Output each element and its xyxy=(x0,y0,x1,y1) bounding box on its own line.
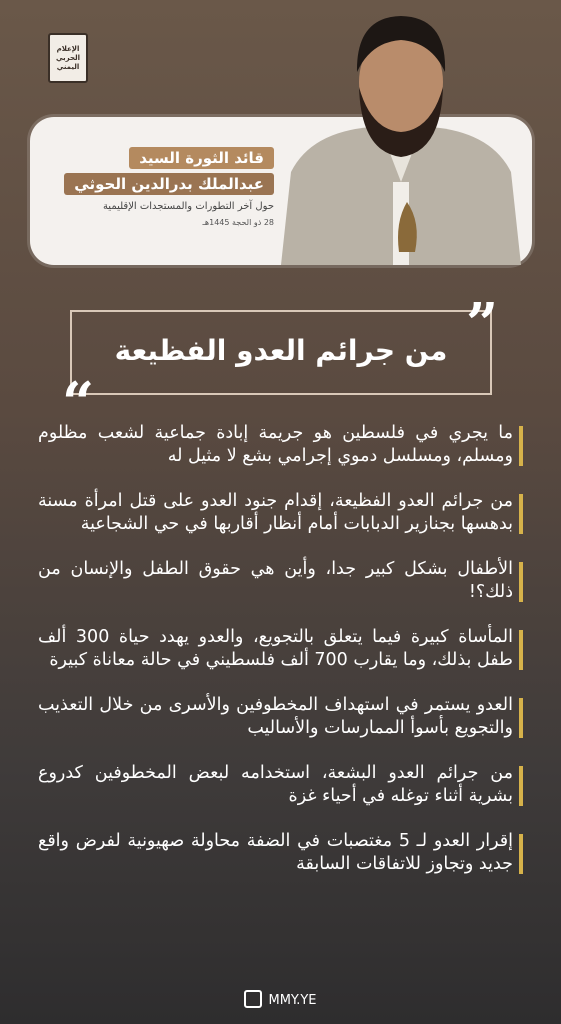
page-title: من جرائم العدو الفظيعة xyxy=(114,334,448,367)
list-item: من جرائم العدو الفظيعة، إقدام جنود العدو على قتل امرأة مسنة بدهسها بجنازير الدبابات أمام أنظار أقاربها في حي الشجاعية xyxy=(38,490,523,536)
list-item: الأطفال بشكل كبير جدا، وأين هي حقوق الطفل والإنسان من ذلك؟! xyxy=(38,558,523,604)
role-label: قائد الثورة السيد xyxy=(129,147,274,169)
footer-brand xyxy=(0,990,561,1008)
logo-line: الإعلام xyxy=(56,44,80,53)
brand-icon xyxy=(244,990,262,1008)
list-item: من جرائم العدو البشعة، استخدامه لبعض المخطوفين كدروع بشرية أثناء توغله في أحياء غزة xyxy=(38,762,523,808)
list-item: ما يجري في فلسطين هو جريمة إبادة جماعية لشعب مظلوم ومسلم، ومسلسل دموي إجرامي بشع لا مثيل له xyxy=(38,422,523,468)
quote-open-icon: ” xyxy=(466,291,499,357)
date: 28 ذو الحجة 1445هـ xyxy=(202,218,274,227)
subtitle: حول آخر التطورات والمستجدات الإقليمية xyxy=(102,201,274,212)
logo-line: اليمني xyxy=(56,62,80,71)
logo-line: الحربي xyxy=(55,53,81,62)
list-item: المأساة كبيرة فيما يتعلق بالتجويع، والعدو يهدد حياة 300 ألف طفل بذلك، وما يقارب 700 ألف فلسطيني في حالة معاناة كبيرة xyxy=(38,626,523,672)
list-item: إقرار العدو لـ 5 مغتصبات في الضفة محاولة صهيونية لفرض واقع جديد وتجاوز للاتفاقات السابقة xyxy=(38,830,523,876)
speaker-portrait xyxy=(271,12,531,265)
list-item: العدو يستمر في استهداف المخطوفين والأسرى من خلال التعذيب والتجويع بأسوأ الممارسات والأساليب xyxy=(38,694,523,740)
brand-text: MMY.YE xyxy=(268,993,317,1008)
speaker-name: عبدالملك بدرالدين الحوثي xyxy=(64,173,274,195)
statement-list xyxy=(38,422,523,898)
title-frame xyxy=(70,310,492,395)
military-media-logo xyxy=(48,33,88,83)
quote-close-icon: “ xyxy=(62,370,95,436)
header-text xyxy=(64,147,274,227)
